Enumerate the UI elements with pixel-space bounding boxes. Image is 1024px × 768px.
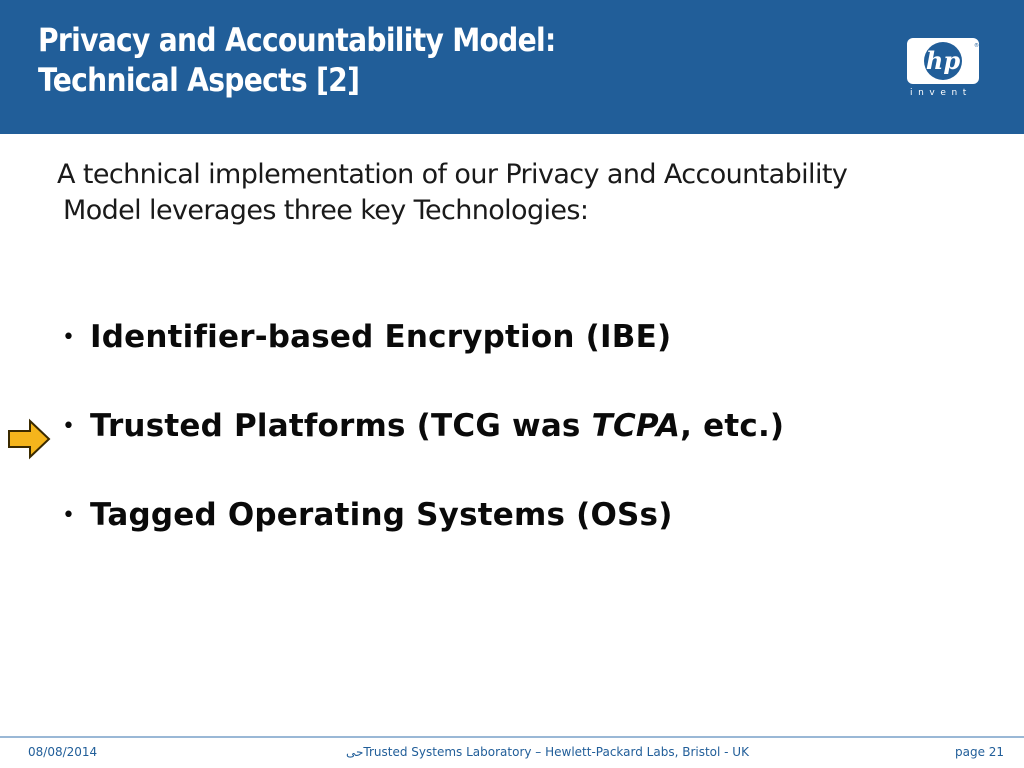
intro-paragraph (57, 157, 987, 229)
svg-text:®: ® (974, 43, 979, 49)
bullet-text-italic: TCPA (591, 408, 681, 444)
intro-line-1: A technical implementation of our Privacy and Accountability (57, 159, 848, 190)
hp-logo (907, 38, 979, 102)
bullet-text: Identifier-based Encryption (IBE) (90, 319, 672, 355)
footer-divider (0, 736, 1024, 738)
bullet-marker: • (62, 503, 76, 528)
bullet-marker: • (62, 414, 76, 439)
hp-logo-mark (907, 38, 979, 84)
bullet-text-suffix: , etc.) (680, 408, 785, 444)
intro-line-2: Model leverages three key Technologies: (63, 195, 589, 226)
bullet-trusted-platforms (62, 408, 784, 444)
bullet-marker: • (62, 325, 76, 350)
bullet-tagged-os (62, 497, 673, 533)
bullet-text: Tagged Operating Systems (OSs) (90, 497, 673, 533)
hp-logo-tagline: invent (910, 88, 972, 98)
footer-lab-name: حىTrusted Systems Laboratory – Hewlett-Packard Labs, Bristol - UK (346, 745, 749, 759)
footer-page-number: page 21 (955, 745, 1005, 759)
slide-title-line-1: Privacy and Accountability Model: (38, 21, 556, 59)
bullet-ibe (62, 319, 671, 355)
slide-title (38, 20, 556, 100)
footer-date: 08/08/2014 (28, 745, 98, 759)
bullet-text-prefix: Trusted Platforms (TCG was (90, 408, 592, 444)
arrow-right-icon (6, 416, 52, 462)
hp-logo-text: hp (925, 46, 961, 75)
slide-title-line-2: Technical Aspects [2] (38, 61, 360, 99)
